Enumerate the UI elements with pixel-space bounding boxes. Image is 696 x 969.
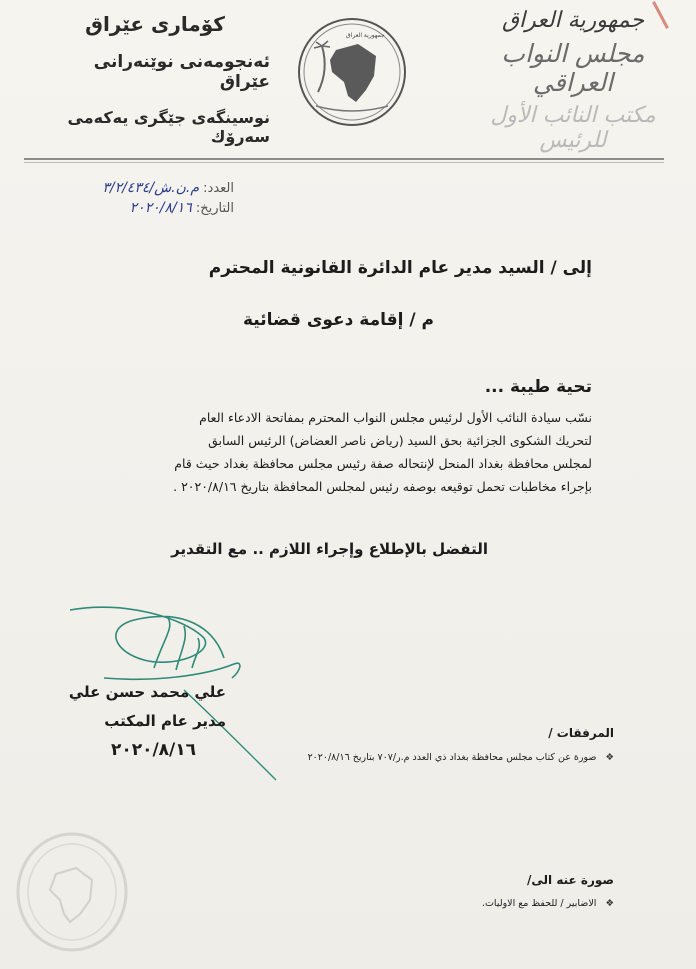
signature-date: ٢٠٢٠/٨/١٦ xyxy=(110,740,196,760)
greeting: تحية طيبة ... xyxy=(484,377,592,397)
attachment-item-text: صورة عن كتاب مجلس محافظة بغداد ذي العدد م.ر/٧٠٧ بتاريخ ٢٠٢٠/٨/١٦ xyxy=(307,752,597,763)
reference-date-value: ٢٠٢٠/٨/١٦ xyxy=(129,200,192,216)
copy-to-item xyxy=(482,898,614,909)
letterhead-line-3: مكتب النائب الأول للرئيس xyxy=(490,103,656,153)
arabic-letterhead xyxy=(488,8,658,153)
reference-date-label: التاريخ: xyxy=(195,201,234,216)
body-line: نسّب سيادة النائب الأول لرئيس مجلس النواب المحترم بمفاتحة الادعاء العام xyxy=(199,410,592,425)
kurdish-line-2: ئەنجومەنی نوێنەرانی عێراق xyxy=(93,52,270,92)
recipient-line: إلى / السيد مدير عام الدائرة القانونية المحترم xyxy=(208,258,592,278)
reference-block xyxy=(34,180,234,220)
kurdish-letterhead xyxy=(40,12,270,146)
closing-line: التفضل بالإطلاع وإجراء اللازم .. مع التقدير xyxy=(171,540,488,558)
copy-to-item-text: الاضابير / للحفظ مع الاوليات. xyxy=(481,898,597,909)
kurdish-line-3: نوسینگەی جێگری یەكەمی سەرۆك xyxy=(67,108,270,146)
signatory-title: مدير عام المكتب xyxy=(104,712,226,730)
header-divider-thin xyxy=(24,162,664,163)
bullet-icon: ❖ xyxy=(605,898,614,909)
subject-line: م / إقامة دعوى قضائية xyxy=(243,310,434,330)
attachment-item xyxy=(308,752,614,763)
reference-date-row xyxy=(34,200,234,220)
body-line: لمجلس محافظة بغداد المنحل لإنتحاله صفة رئيس مجلس محافظة بغداد حيث قام xyxy=(174,456,592,471)
letterhead-line-2: مجلس النواب العراقي xyxy=(501,39,645,97)
reference-number-label: العدد: xyxy=(203,181,234,196)
reference-number-row xyxy=(34,180,234,200)
letterhead-line-1: جمهورية العراق xyxy=(501,8,645,33)
reference-number-value: م.ن.ش/٣/٢/٤٣٤ xyxy=(102,180,200,196)
bullet-icon: ❖ xyxy=(605,752,614,763)
body-line: لتحريك الشكوى الجزائية بحق السيد (رياض ناصر العضاض) الرئيس السابق xyxy=(208,433,592,448)
emblem-text: جمهورية العراق xyxy=(346,32,385,39)
iraq-emblem-icon xyxy=(296,16,408,128)
embossed-seal-icon xyxy=(14,830,130,954)
signatory-name: علي محمد حسن علي xyxy=(68,683,226,701)
letter-body xyxy=(102,406,592,498)
attachments-heading: المرفقات / xyxy=(548,726,614,740)
body-line: بإجراء مخاطبات تحمل توقيعه بوصفه رئيس لمجلس المحافظة بتاريخ ٢٠٢٠/٨/١٦ . xyxy=(173,479,592,494)
header-divider xyxy=(24,158,664,160)
kurdish-line-1: كۆماری عێراق xyxy=(85,12,225,36)
copy-to-heading: صورة عنه الى/ xyxy=(527,873,614,887)
